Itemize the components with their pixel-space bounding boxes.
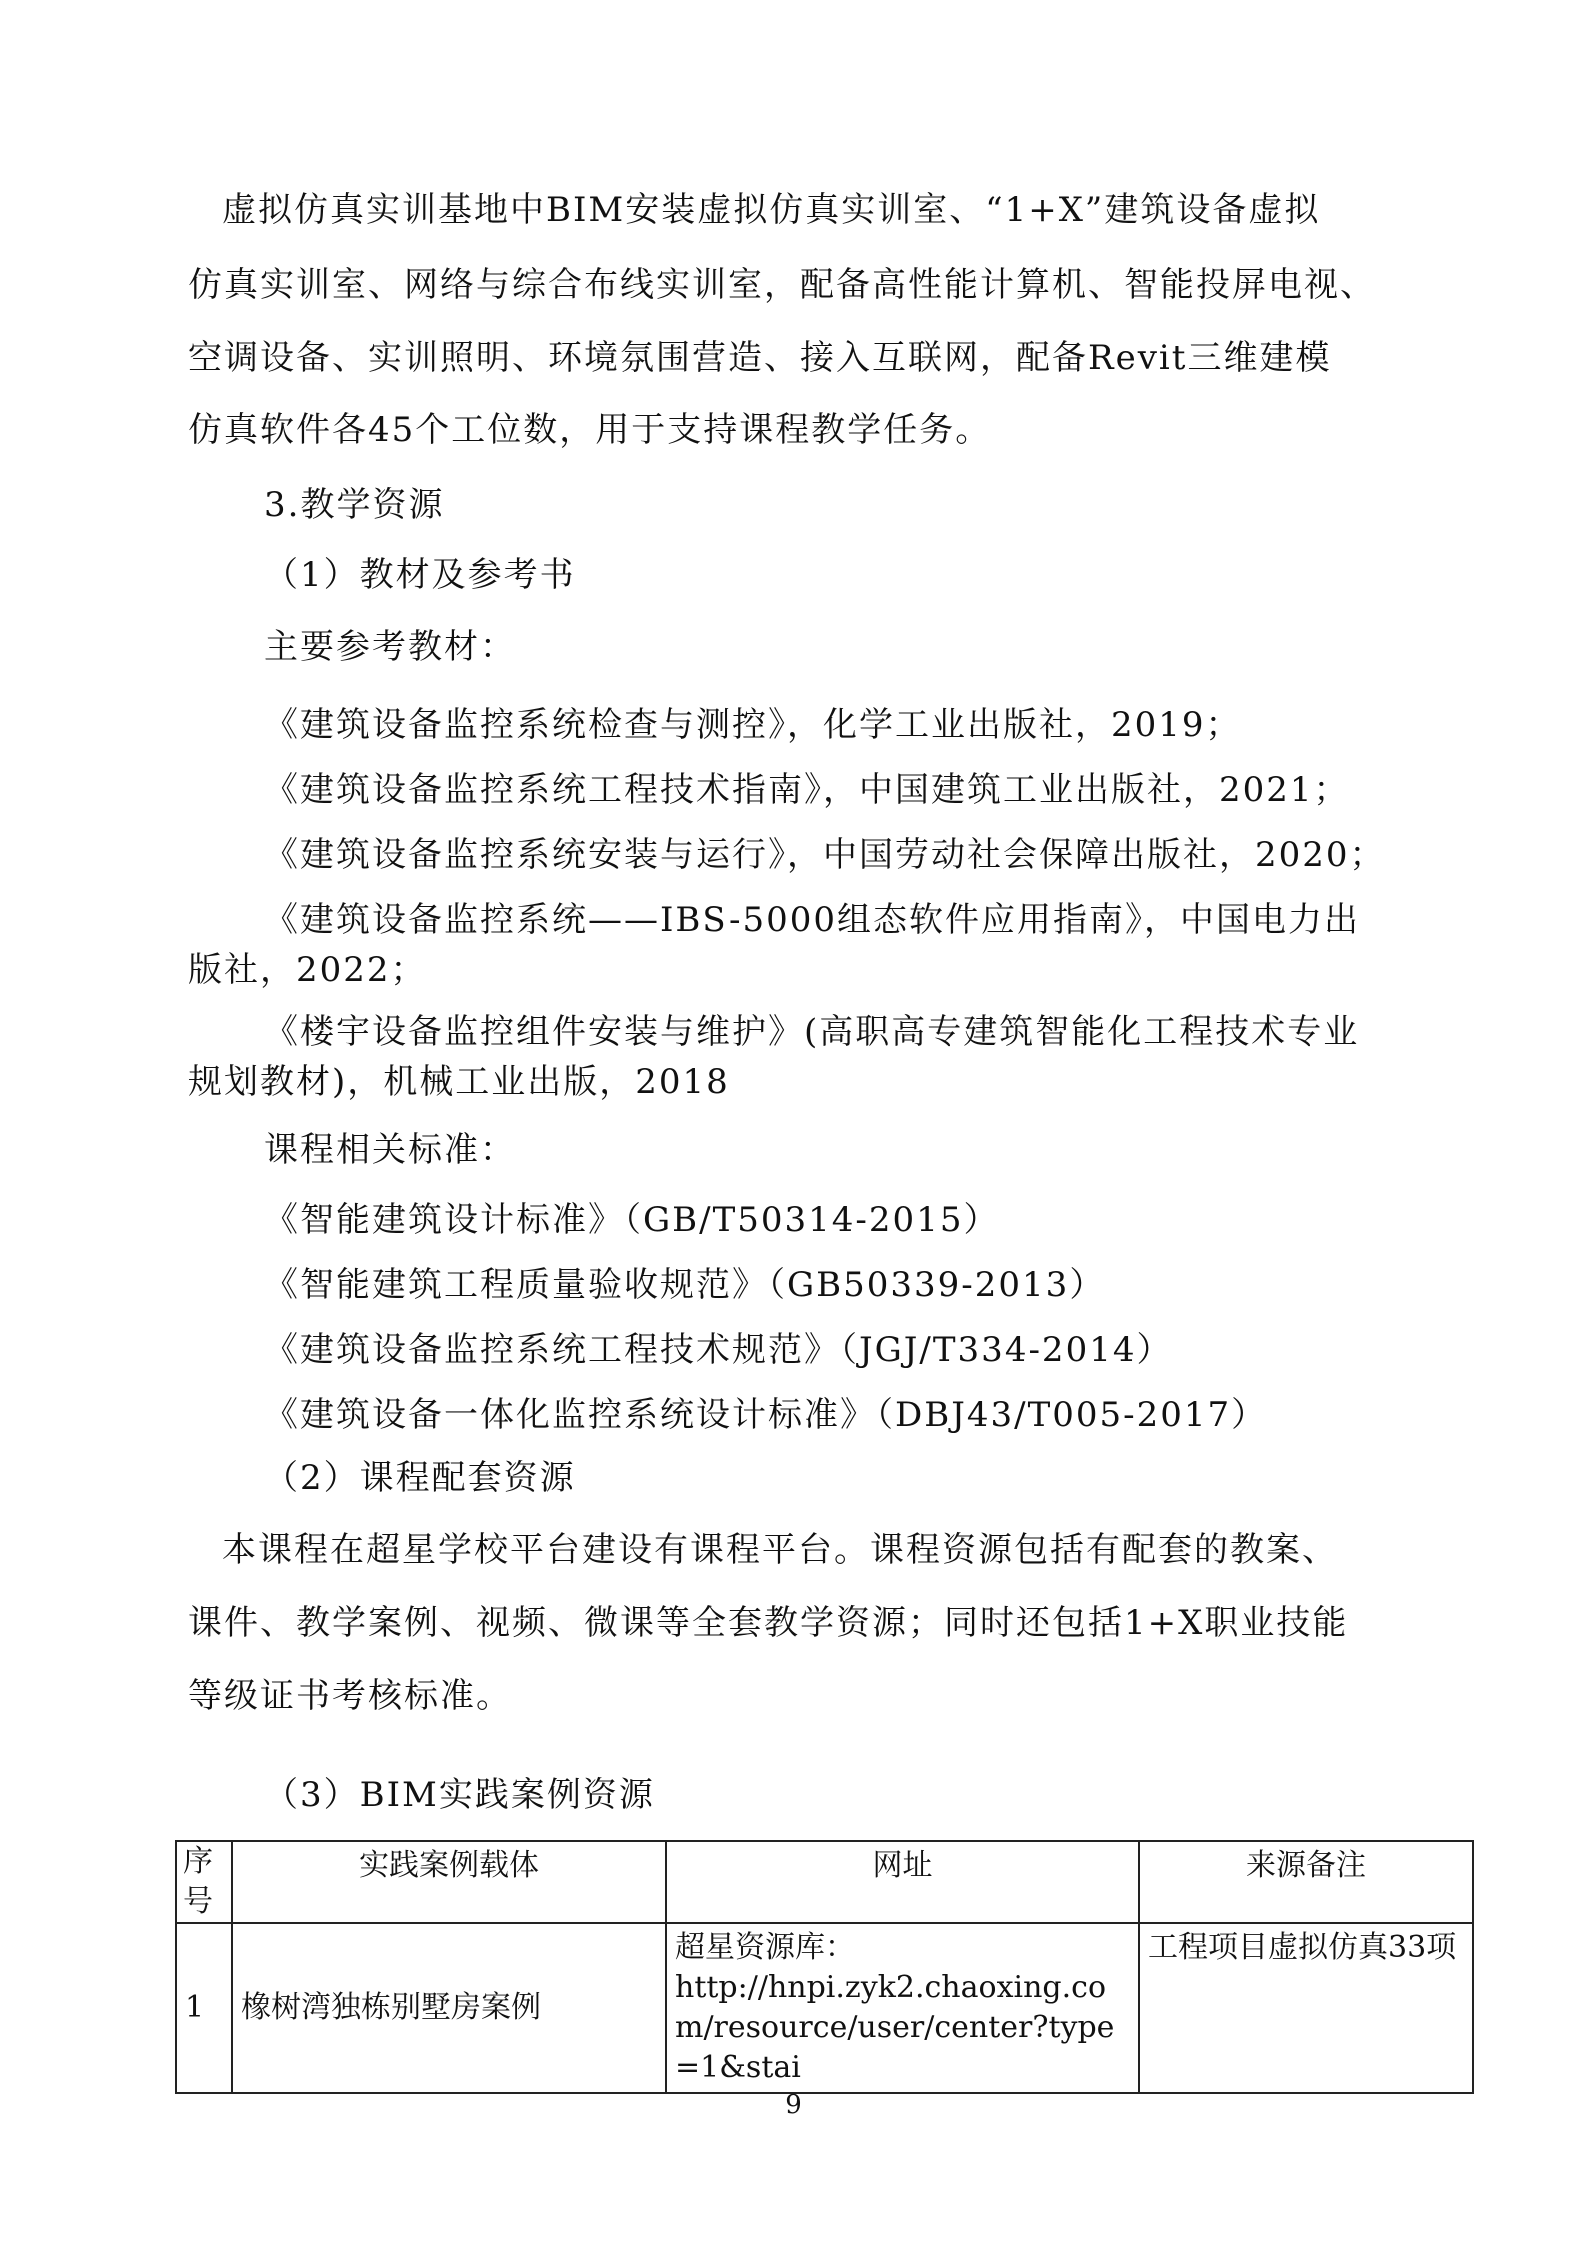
header-note: 来源备注 [1139,1841,1473,1923]
paragraph-line: 空调设备、实训照明、环境氛围营造、接入互联网，配备Revit三维建模 [188,338,1332,378]
textbook-item: 《建筑设备监控系统检查与测控》，化学工业出版社，2019； [264,705,1242,745]
standard-item: 《建筑设备监控系统工程技术规范》（JGJ/T334-2014） [264,1330,1173,1370]
url-label: 超星资源库： [675,1930,855,1965]
paragraph-line: 仿真软件各45个工位数，用于支持课程教学任务。 [188,410,992,450]
paragraph-line: 本课程在超星学校平台建设有课程平台。课程资源包括有配套的教案、 [222,1530,1338,1570]
paragraph-line: 虚拟仿真实训基地中BIM安装虚拟仿真实训室、“1+X”建筑设备虚拟 [222,190,1321,230]
textbook-item: 《建筑设备监控系统——IBS-5000组态软件应用指南》，中国电力出 [264,900,1360,940]
header-carrier: 实践案例载体 [232,1841,666,1923]
cell-url [666,1923,1139,2093]
textbook-item: 《楼宇设备监控组件安装与维护》(高职高专建筑智能化工程技术专业 [264,1012,1360,1052]
textbooks-title: 主要参考教材： [264,627,516,667]
table-row [176,1923,1473,2093]
section-heading: 3.教学资源 [264,485,445,525]
cell-note: 工程项目虚拟仿真33项 [1139,1923,1473,2093]
table-header-row [176,1841,1473,1923]
cell-no: 1 [176,1923,232,2093]
cell-carrier: 橡树湾独栋别墅房案例 [232,1923,666,2093]
paragraph-line: 仿真实训室、网络与综合布线实训室，配备高性能计算机、智能投屏电视、 [188,265,1376,305]
standard-item: 《智能建筑设计标准》（GB/T50314-2015） [264,1200,1000,1240]
subsection-heading: （1）教材及参考书 [264,555,576,595]
standard-item: 《智能建筑工程质量验收规范》（GB50339-2013） [264,1265,1106,1305]
page-number: 9 [785,2090,802,2120]
subsection-heading: （3）BIM实践案例资源 [264,1775,655,1815]
textbook-item-cont: 规划教材)，机械工业出版，2018 [188,1062,730,1102]
standards-title: 课程相关标准： [264,1130,516,1170]
header-no: 序号 [176,1841,232,1923]
bim-case-table [175,1840,1474,2094]
header-url: 网址 [666,1841,1139,1923]
textbook-item: 《建筑设备监控系统安装与运行》，中国劳动社会保障出版社，2020； [264,835,1386,875]
standard-item: 《建筑设备一体化监控系统设计标准》（DBJ43/T005-2017） [264,1395,1268,1435]
url-link[interactable]: http://hnpi.zyk2.chaoxing.com/resource/user/center?type=1&stai [675,1970,1115,2085]
textbook-item: 《建筑设备监控系统工程技术指南》，中国建筑工业出版社，2021； [264,770,1350,810]
paragraph-line: 等级证书考核标准。 [188,1676,512,1716]
paragraph-line: 课件、教学案例、视频、微课等全套教学资源；同时还包括1+X职业技能 [188,1603,1349,1643]
subsection-heading: （2）课程配套资源 [264,1458,576,1498]
textbook-item-cont: 版社，2022； [188,950,427,990]
